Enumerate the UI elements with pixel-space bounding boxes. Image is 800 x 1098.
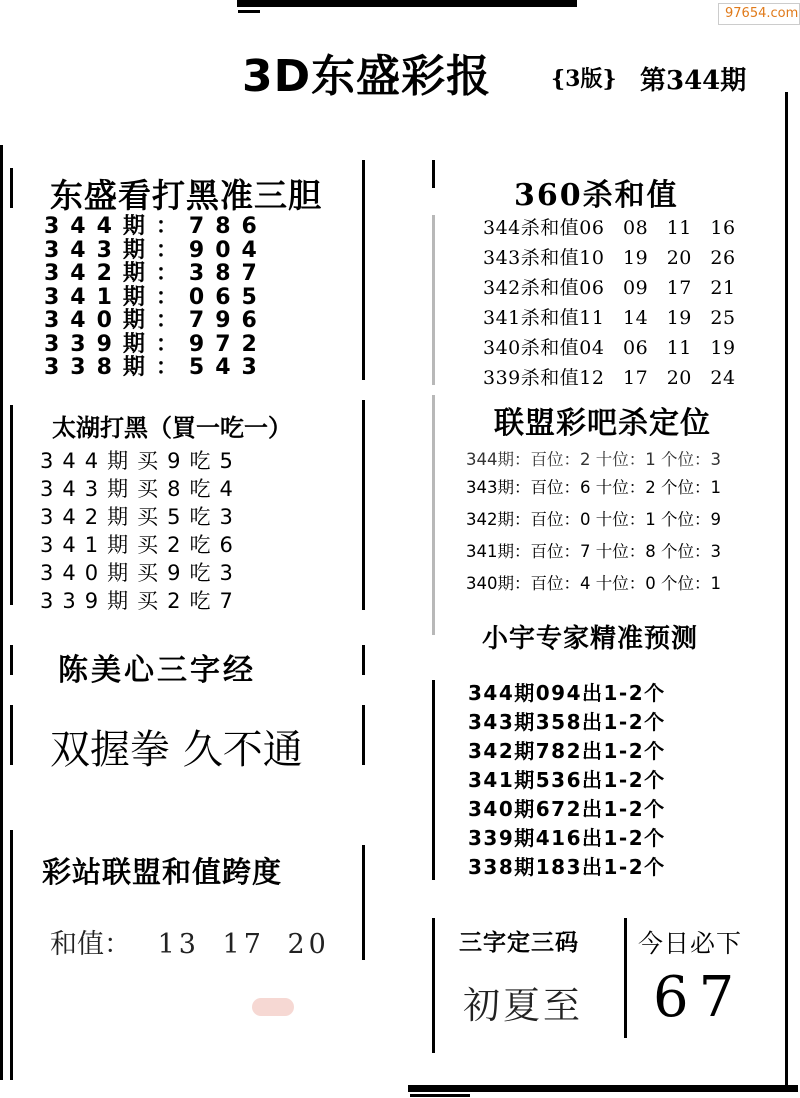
top-bar — [237, 0, 577, 7]
divider — [10, 645, 13, 675]
list-item: 342期买5吃3 — [40, 505, 242, 529]
divider — [10, 168, 13, 208]
caizhan-values — [50, 922, 330, 961]
divider — [362, 160, 365, 380]
list-item: 344期买9吃5 — [40, 449, 242, 473]
divider — [624, 918, 627, 1038]
list-item: 341期买2吃6 — [40, 533, 242, 557]
list-item: 341期：百位：7 十位：8 个位：3 — [466, 542, 721, 561]
issue-number: 第344期 — [640, 66, 747, 96]
watermark-text: 97654.com — [725, 6, 799, 21]
list-item: 341期：065 — [44, 284, 268, 310]
list-item: 343期358出1-2个 — [468, 710, 666, 734]
list-item: 343期买8吃4 — [40, 477, 242, 501]
list-item: 343期：904 — [44, 237, 268, 263]
divider — [362, 845, 365, 960]
xiaoyu-list — [468, 679, 783, 882]
list-item: 343杀和值10 19 20 26 — [483, 247, 736, 269]
divider — [362, 645, 365, 675]
divider — [432, 918, 435, 1053]
list-item: 342期：387 — [44, 261, 268, 286]
list-item: 341期536出1-2个 — [468, 768, 666, 792]
list-item: 340期买9吃3 — [40, 561, 242, 585]
chen-title: 陈美心三字经 — [58, 653, 256, 688]
divider — [432, 680, 435, 880]
list-item: 342杀和值06 09 17 21 — [483, 277, 736, 299]
divider — [362, 705, 365, 765]
sum-values: 13 17 20 — [157, 929, 330, 960]
list-item: 338期183出1-2个 — [468, 855, 666, 879]
list-item: 344杀和值06 08 11 16 — [483, 217, 736, 239]
chen-text: 双握拳 久不通 — [50, 727, 303, 773]
page-title — [242, 40, 491, 104]
taihu-title: 太湖打黑（買一吃一） — [52, 414, 292, 442]
bottom-tick — [410, 1094, 470, 1097]
today-title: 今日必下 — [638, 929, 743, 958]
list-item: 340期：百位：4 十位：0 个位：1 — [466, 574, 721, 593]
list-item: 339期买2吃7 — [40, 589, 242, 613]
watermark-badge — [718, 3, 800, 25]
divider — [10, 830, 13, 1080]
list-item: 338期：543 — [44, 355, 268, 380]
xiaoyu-title: 小宇专家精准预测 — [482, 624, 699, 654]
list-item: 339杀和值12 17 20 24 — [483, 367, 736, 389]
left-edge — [0, 145, 3, 1080]
list-item: 340期：796 — [44, 308, 268, 333]
stain — [252, 998, 294, 1016]
list-item: 344期094出1-2个 — [468, 681, 666, 705]
today-value: 67 — [653, 965, 745, 1030]
list-item: 340期672出1-2个 — [468, 797, 666, 821]
divider — [10, 405, 13, 605]
divider — [362, 400, 365, 610]
divider — [432, 395, 435, 635]
sanzi-text: 初夏至 — [463, 984, 583, 1027]
lianmeng-list — [466, 450, 784, 606]
lianmeng-title: 联盟彩吧杀定位 — [494, 406, 711, 441]
list-item: 344期：百位：2 十位：1 个位：3 — [466, 450, 721, 469]
list-item: 342期782出1-2个 — [468, 739, 666, 763]
list-item: 341杀和值11 14 19 25 — [483, 307, 736, 329]
list-item: 340杀和值04 06 11 19 — [483, 337, 736, 359]
list-item: 343期：百位：6 十位：2 个位：1 — [466, 478, 721, 497]
bottom-bar — [408, 1085, 798, 1092]
list-item: 339期：972 — [44, 331, 268, 357]
caizhan-title: 彩站联盟和值跨度 — [42, 855, 283, 889]
list-item: 342期：百位：0 十位：1 个位：9 — [466, 510, 721, 529]
title-text: 3D东盛彩报 — [242, 51, 492, 102]
top-tick — [238, 10, 260, 13]
divider — [432, 160, 435, 188]
sum-label: 和值： — [50, 929, 131, 960]
kill360-title: 360杀和值 — [514, 178, 679, 213]
divider — [10, 705, 13, 765]
kill360-list — [483, 213, 778, 393]
list-item: 339期416出1-2个 — [468, 826, 666, 850]
taihu-list — [40, 447, 350, 615]
edition-tag: {3版} — [551, 66, 617, 92]
list-item: 344期：786 — [44, 214, 268, 239]
right-edge — [785, 92, 788, 1092]
dongsheng-list — [44, 215, 354, 380]
dongsheng-title: 东盛看打黑准三胆 — [50, 176, 322, 215]
divider — [432, 215, 435, 385]
sanzi-title: 三字定三码 — [459, 930, 579, 956]
